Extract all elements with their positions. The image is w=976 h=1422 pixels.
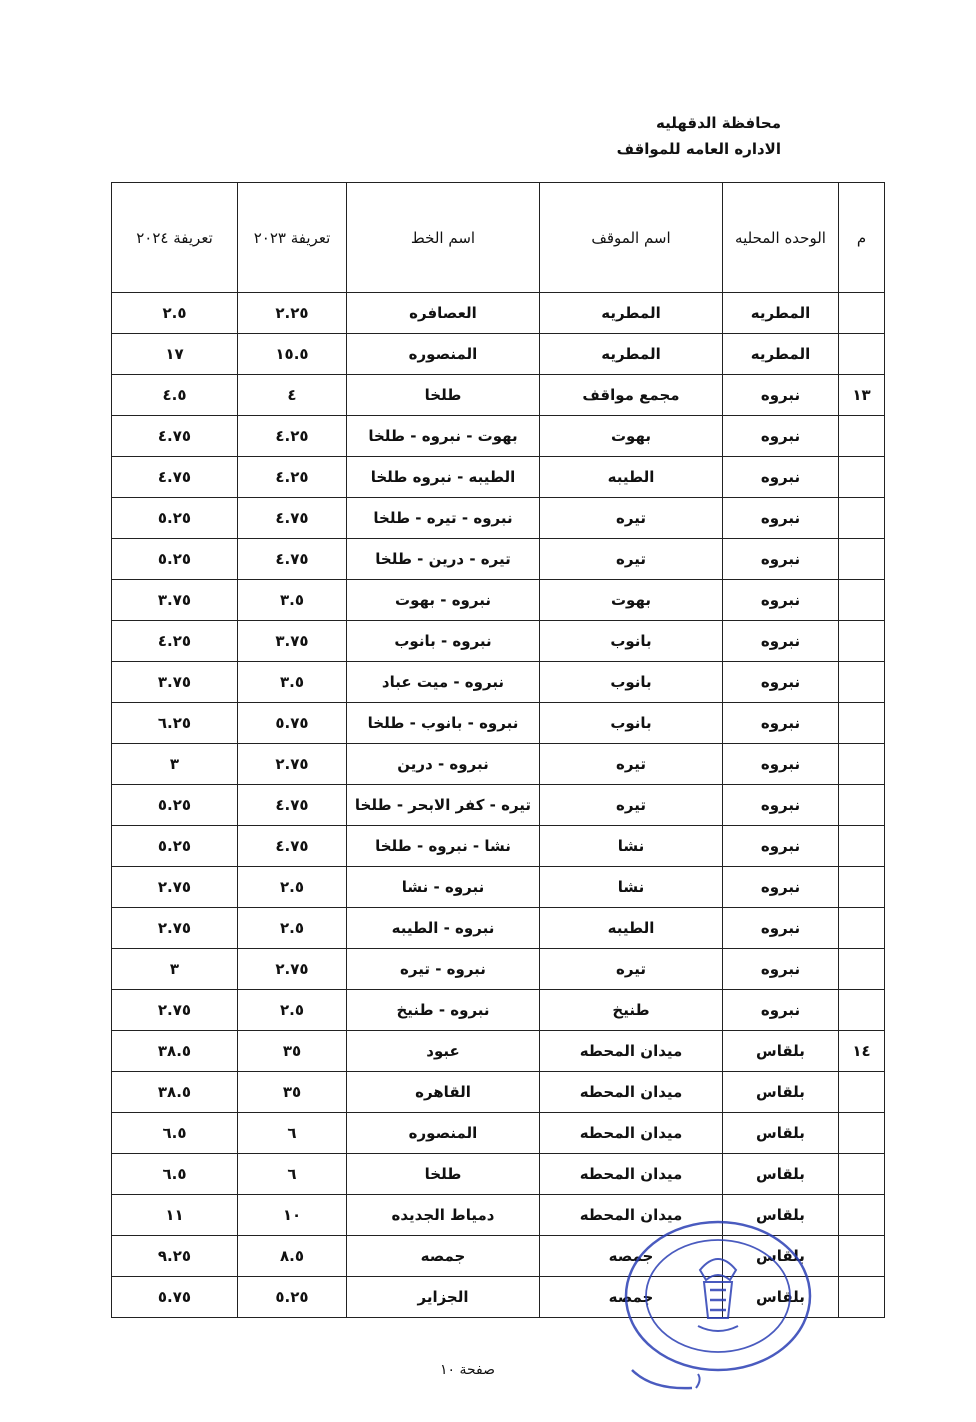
table-row [112, 457, 885, 498]
line-cell: العصافره [347, 293, 540, 334]
local-unit-cell: بلقاس [723, 1277, 839, 1318]
column-header-local-unit: الوحده المحليه [723, 183, 839, 293]
tariff-2023-cell: ٤.٧٥ [238, 498, 347, 539]
page-number: صفحة ١٠ [440, 1362, 496, 1378]
document-header [617, 110, 781, 162]
line-cell: طلخا [347, 1154, 540, 1195]
local-unit-cell: بلقاس [723, 1031, 839, 1072]
tariff-2024-cell: ٦.٥ [112, 1154, 238, 1195]
table-row [112, 1031, 885, 1072]
row-index [839, 416, 885, 457]
line-cell: المنصوره [347, 1113, 540, 1154]
row-index [839, 867, 885, 908]
row-index [839, 1113, 885, 1154]
table-row [112, 1277, 885, 1318]
row-index [839, 1277, 885, 1318]
column-header-line: اسم الخط [347, 183, 540, 293]
station-cell: تيره [540, 744, 723, 785]
line-cell: نبروه - بانوب - طلخا [347, 703, 540, 744]
row-index [839, 580, 885, 621]
tariff-2024-cell: ٣٨.٥ [112, 1031, 238, 1072]
tariff-2024-cell: ٤.٥ [112, 375, 238, 416]
line-cell: نبروه - درين [347, 744, 540, 785]
station-cell: بهوت [540, 580, 723, 621]
tariff-2023-cell: ٢.٥ [238, 867, 347, 908]
tariff-2023-cell: ٢.٧٥ [238, 744, 347, 785]
tariff-2023-cell: ٤.٢٥ [238, 457, 347, 498]
row-index [839, 334, 885, 375]
station-cell: نشا [540, 826, 723, 867]
local-unit-cell: نبروه [723, 539, 839, 580]
line-cell: عبود [347, 1031, 540, 1072]
line-cell: بهوت - نبروه - طلخا [347, 416, 540, 457]
tariff-2023-cell: ٣.٥ [238, 662, 347, 703]
station-cell: تيره [540, 785, 723, 826]
line-cell: نبروه - بانوب [347, 621, 540, 662]
row-index [839, 457, 885, 498]
row-index [839, 908, 885, 949]
line-cell: نبروه - نشا [347, 867, 540, 908]
table-row [112, 416, 885, 457]
table-body [112, 293, 885, 1318]
table-header-row [112, 183, 885, 293]
table-row [112, 498, 885, 539]
local-unit-cell: المطريه [723, 334, 839, 375]
tariff-2024-cell: ٦.٥ [112, 1113, 238, 1154]
table-row [112, 867, 885, 908]
table-row [112, 1072, 885, 1113]
local-unit-cell: نبروه [723, 990, 839, 1031]
tariff-2023-cell: ٥.٧٥ [238, 703, 347, 744]
row-index [839, 1195, 885, 1236]
local-unit-cell: نبروه [723, 580, 839, 621]
line-cell: المنصوره [347, 334, 540, 375]
local-unit-cell: نبروه [723, 621, 839, 662]
tariff-2024-cell: ٣٨.٥ [112, 1072, 238, 1113]
station-cell: بانوب [540, 621, 723, 662]
station-cell: بانوب [540, 662, 723, 703]
row-index [839, 826, 885, 867]
tariff-2023-cell: ٦ [238, 1113, 347, 1154]
station-cell: ميدان المحطه [540, 1195, 723, 1236]
tariff-2023-cell: ٢.٧٥ [238, 949, 347, 990]
local-unit-cell: نبروه [723, 744, 839, 785]
table-row [112, 580, 885, 621]
local-unit-cell: بلقاس [723, 1072, 839, 1113]
row-index [839, 662, 885, 703]
line-cell: الطيبه - نبروه طلخا [347, 457, 540, 498]
table-row [112, 785, 885, 826]
tariff-2024-cell: ٤.٢٥ [112, 621, 238, 662]
local-unit-cell: بلقاس [723, 1236, 839, 1277]
station-cell: ميدان المحطه [540, 1031, 723, 1072]
tariff-2024-cell: ٦.٢٥ [112, 703, 238, 744]
line-cell: تيره - كفر الابحر - طلخا [347, 785, 540, 826]
tariff-2024-cell: ٣.٧٥ [112, 580, 238, 621]
tariff-2024-cell: ٥.٢٥ [112, 826, 238, 867]
table-row [112, 1195, 885, 1236]
row-index [839, 744, 885, 785]
row-index [839, 1236, 885, 1277]
table-row [112, 908, 885, 949]
row-index [839, 990, 885, 1031]
local-unit-cell: بلقاس [723, 1154, 839, 1195]
line-cell: طلخا [347, 375, 540, 416]
column-header-station: اسم الموقف [540, 183, 723, 293]
local-unit-cell: نبروه [723, 375, 839, 416]
tariff-2023-cell: ٤.٧٥ [238, 539, 347, 580]
tariff-2023-cell: ٥.٢٥ [238, 1277, 347, 1318]
station-cell: المطريه [540, 334, 723, 375]
row-index [839, 498, 885, 539]
row-index [839, 785, 885, 826]
table-row [112, 949, 885, 990]
row-index [839, 949, 885, 990]
tariff-2023-cell: ٢.٥ [238, 908, 347, 949]
column-header-tariff-2023: تعريفة ٢٠٢٣ [238, 183, 347, 293]
row-index [839, 1072, 885, 1113]
table-row [112, 539, 885, 580]
local-unit-cell: نبروه [723, 867, 839, 908]
table-row [112, 293, 885, 334]
local-unit-cell: نبروه [723, 949, 839, 990]
station-cell: ميدان المحطه [540, 1113, 723, 1154]
tariff-2023-cell: ٨.٥ [238, 1236, 347, 1277]
line-cell: نبروه - تيره - طلخا [347, 498, 540, 539]
tariff-2023-cell: ١٠ [238, 1195, 347, 1236]
station-cell: المطريه [540, 293, 723, 334]
station-cell: الطيبه [540, 457, 723, 498]
local-unit-cell: نبروه [723, 416, 839, 457]
local-unit-cell: بلقاس [723, 1195, 839, 1236]
tariff-2023-cell: ٣.٧٥ [238, 621, 347, 662]
local-unit-cell: بلقاس [723, 1113, 839, 1154]
local-unit-cell: نبروه [723, 908, 839, 949]
local-unit-cell: المطريه [723, 293, 839, 334]
tariff-2024-cell: ٥.٢٥ [112, 785, 238, 826]
station-cell: مجمع مواقف [540, 375, 723, 416]
line-cell: نبروه - بهوت [347, 580, 540, 621]
tariff-2024-cell: ٣ [112, 949, 238, 990]
line-cell: نبروه - الطيبه [347, 908, 540, 949]
line-cell: نبروه - تيره [347, 949, 540, 990]
governorate-title: محافظة الدقهليه [656, 114, 781, 132]
row-index [839, 1154, 885, 1195]
station-cell: بانوب [540, 703, 723, 744]
tariff-2024-cell: ٤.٧٥ [112, 457, 238, 498]
station-cell: طنيخ [540, 990, 723, 1031]
table-row [112, 703, 885, 744]
line-cell: دمياط الجديده [347, 1195, 540, 1236]
local-unit-cell: نبروه [723, 785, 839, 826]
tariff-2023-cell: ١٥.٥ [238, 334, 347, 375]
station-cell: تيره [540, 539, 723, 580]
local-unit-cell: نبروه [723, 498, 839, 539]
line-cell: الجزاير [347, 1277, 540, 1318]
station-cell: تيره [540, 949, 723, 990]
local-unit-cell: نبروه [723, 457, 839, 498]
tariff-2024-cell: ٢.٧٥ [112, 990, 238, 1031]
tariff-2024-cell: ٥.٢٥ [112, 539, 238, 580]
row-index: ١٤ [839, 1031, 885, 1072]
tariff-2023-cell: ٤.٢٥ [238, 416, 347, 457]
row-index [839, 703, 885, 744]
tariff-2024-cell: ١١ [112, 1195, 238, 1236]
row-index: ١٣ [839, 375, 885, 416]
table-row [112, 826, 885, 867]
row-index [839, 621, 885, 662]
row-index [839, 539, 885, 580]
table-row [112, 744, 885, 785]
tariff-2023-cell: ٤.٧٥ [238, 826, 347, 867]
table-row [112, 1113, 885, 1154]
tariff-2024-cell: ٢.٧٥ [112, 867, 238, 908]
station-cell: الطيبه [540, 908, 723, 949]
tariff-2024-cell: ٥.٧٥ [112, 1277, 238, 1318]
tariff-2024-cell: ٢.٥ [112, 293, 238, 334]
station-cell: ميدان المحطه [540, 1072, 723, 1113]
tariff-2024-cell: ٣.٧٥ [112, 662, 238, 703]
tariff-2023-cell: ٤.٧٥ [238, 785, 347, 826]
tariff-2023-cell: ٣٥ [238, 1072, 347, 1113]
tariff-2024-cell: ٩.٢٥ [112, 1236, 238, 1277]
station-cell: جمصه [540, 1236, 723, 1277]
local-unit-cell: نبروه [723, 662, 839, 703]
station-cell: جمصه [540, 1277, 723, 1318]
tariff-2024-cell: ٢.٧٥ [112, 908, 238, 949]
tariff-2023-cell: ٢.٢٥ [238, 293, 347, 334]
table-row [112, 375, 885, 416]
department-title: الاداره العامه للمواقف [616, 140, 781, 158]
table-row [112, 990, 885, 1031]
line-cell: جمصه [347, 1236, 540, 1277]
local-unit-cell: نبروه [723, 703, 839, 744]
line-cell: نبروه - ميت عباد [347, 662, 540, 703]
station-cell: بهوت [540, 416, 723, 457]
local-unit-cell: نبروه [723, 826, 839, 867]
station-cell: نشا [540, 867, 723, 908]
station-cell: تيره [540, 498, 723, 539]
table-row [112, 334, 885, 375]
column-header-tariff-2024: تعريفة ٢٠٢٤ [112, 183, 238, 293]
tariff-2023-cell: ٣.٥ [238, 580, 347, 621]
tariff-2024-cell: ٤.٧٥ [112, 416, 238, 457]
table-row [112, 662, 885, 703]
row-index [839, 293, 885, 334]
tariff-2024-cell: ١٧ [112, 334, 238, 375]
tariff-2023-cell: ٢.٥ [238, 990, 347, 1031]
line-cell: نبروه - طنيخ [347, 990, 540, 1031]
station-cell: ميدان المحطه [540, 1154, 723, 1195]
tariff-2023-cell: ٦ [238, 1154, 347, 1195]
table-row [112, 621, 885, 662]
tariff-2024-cell: ٥.٢٥ [112, 498, 238, 539]
line-cell: القاهره [347, 1072, 540, 1113]
tariff-2023-cell: ٣٥ [238, 1031, 347, 1072]
tariff-2023-cell: ٤ [238, 375, 347, 416]
tariff-table [111, 182, 885, 1318]
line-cell: تيره - درين - طلخا [347, 539, 540, 580]
table-row [112, 1154, 885, 1195]
table-row [112, 1236, 885, 1277]
tariff-2024-cell: ٣ [112, 744, 238, 785]
column-header-index: م [839, 183, 885, 293]
line-cell: نشا - نبروه - طلخا [347, 826, 540, 867]
